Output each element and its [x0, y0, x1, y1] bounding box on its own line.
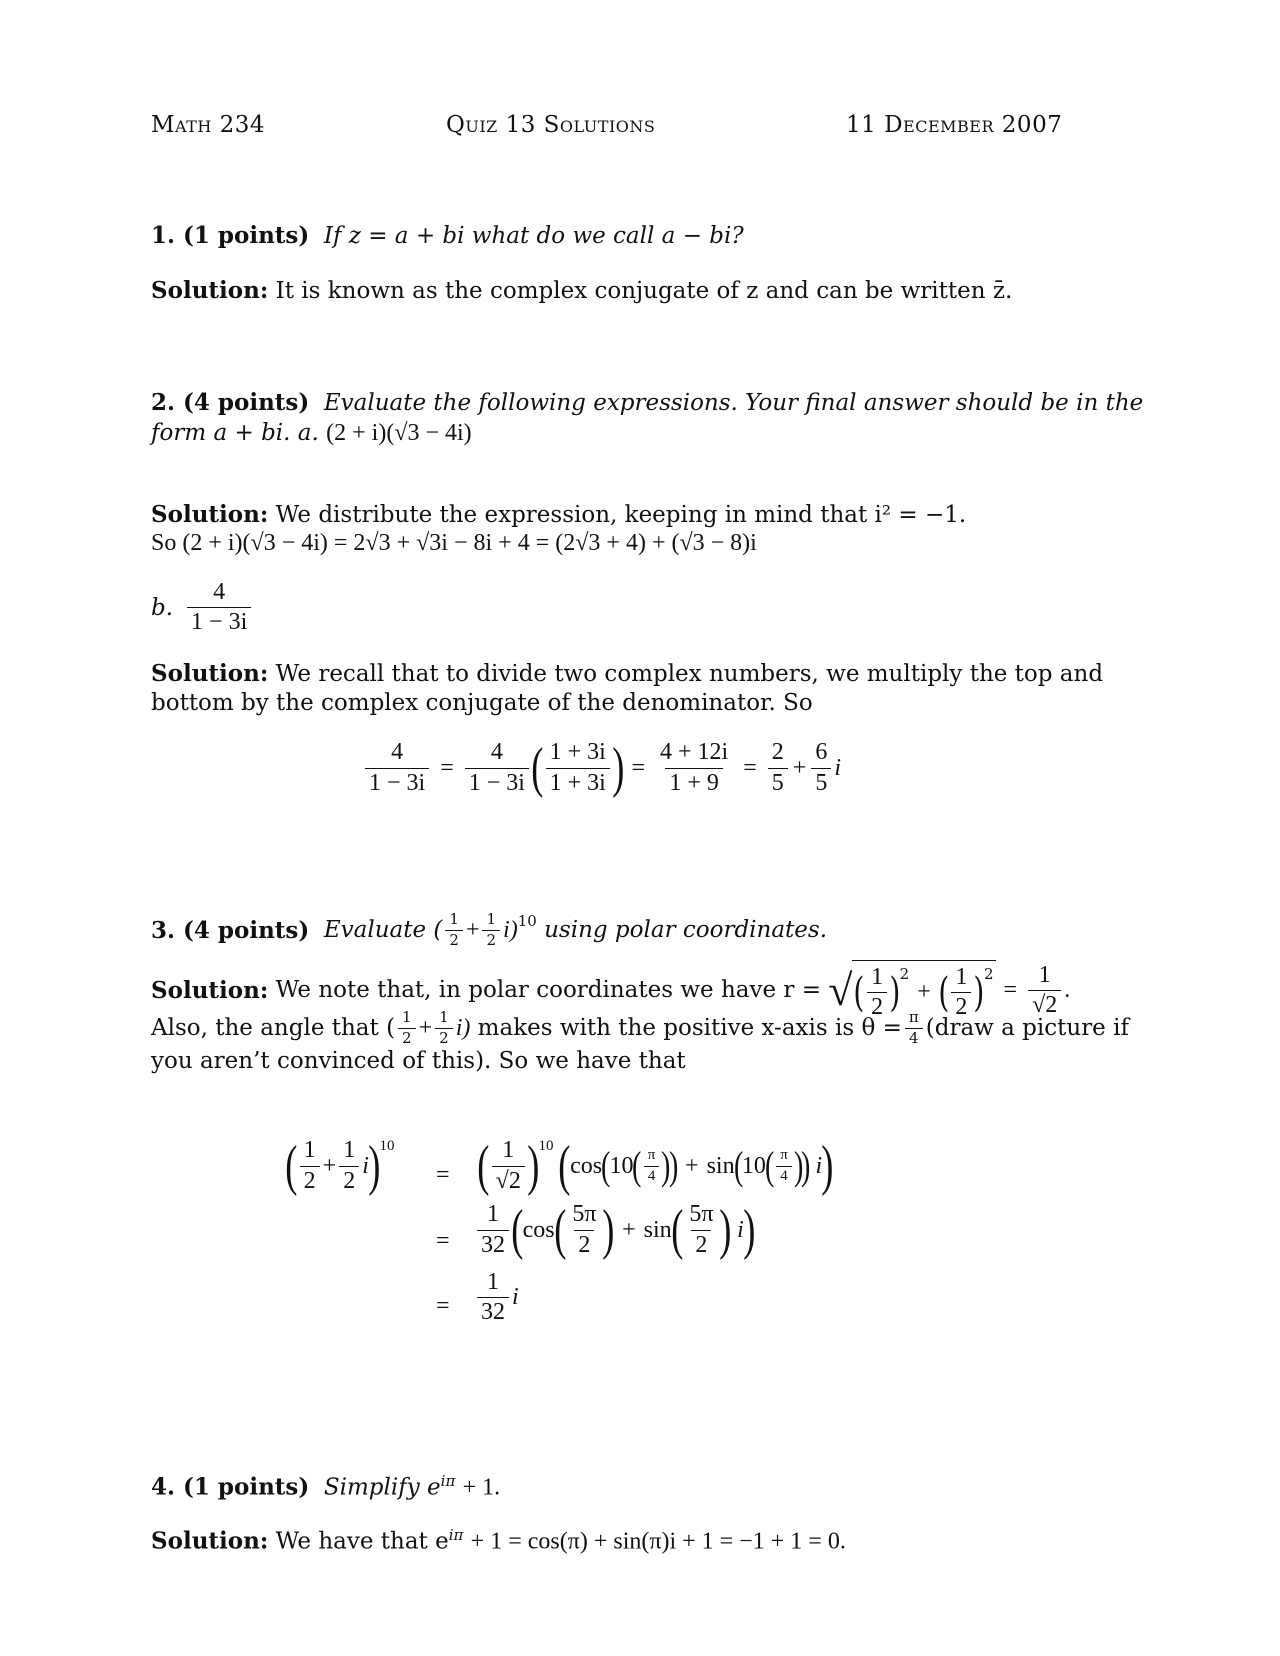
question-3-text-end: using polar coordinates. [544, 917, 828, 944]
row3-den: 32 [477, 1297, 509, 1325]
r-half-1-den: 2 [867, 992, 887, 1020]
row1-ten-2: 10 [741, 1152, 766, 1179]
eq-f3-num: 1 + 3i [549, 739, 606, 766]
row1-pi-over-4-b [776, 1148, 792, 1185]
question-3-label: 3. (4 points) [151, 916, 310, 944]
derivation-equals-2: = [436, 1228, 450, 1254]
solution-2a-text-line1: We distribute the expression, keeping in mind that i² = −1. [275, 502, 967, 528]
radius-expression: ( $\frac{1}{2}$ ) $^2$ + ( $\frac{1}{2}$ ) $^2$ [852, 960, 995, 1020]
question-3-text-start: Evaluate ( [323, 917, 443, 944]
question-2a-expression: (2 + i)(√3 − 4i) [326, 420, 472, 446]
row2-5pi-over-2-a [568, 1202, 600, 1257]
row2-two-b: 2 [691, 1230, 711, 1258]
lhs-half-1-num: 1 [303, 1137, 316, 1164]
eq-f2-den: 1 − 3i [465, 768, 529, 796]
eq-fraction-1 [365, 740, 429, 795]
row1-four-b: 4 [776, 1166, 792, 1185]
document-date: 11 December 2007 [846, 112, 1063, 138]
row2-num: 1 [487, 1201, 499, 1228]
question-2b-fraction [187, 580, 251, 635]
solution-3-label: Solution: [151, 976, 269, 1004]
q3-half-2-num: 1 [486, 910, 497, 928]
derivation-row-2: $\frac{1}{32}$ ( cos ( $\frac{5\pi}{2}$ ) + sin ( $\frac{5\pi}{2}$ ) i ) [474, 1202, 754, 1258]
row3-one-over-32 [477, 1270, 509, 1325]
question-2b [151, 580, 254, 635]
row2-one-over-32 [477, 1202, 509, 1257]
lhs-half-2-den: 2 [339, 1166, 359, 1194]
lhs-half-2-num: 1 [343, 1137, 356, 1164]
question-2-line2 [151, 420, 472, 447]
eq-fraction-3 [546, 740, 610, 795]
question-2 [151, 389, 1143, 416]
eq-f5-num: 2 [771, 739, 784, 766]
angle-half-2-den: 2 [435, 1028, 453, 1047]
solution-2b-line2: bottom by the complex conjugate of the denominator. So [151, 690, 813, 716]
row1-inv-sqrt2 [492, 1138, 525, 1193]
solution-4-text-end: + 1 = cos(π) + sin(π)i + 1 = −1 + 1 = 0. [470, 1528, 846, 1555]
question-2b-denominator: 1 − 3i [187, 607, 251, 635]
eq-fraction-4 [656, 740, 732, 795]
question-2b-numerator: 4 [213, 579, 226, 605]
angle-half-1-num: 1 [402, 1008, 412, 1026]
eq-f6-den: 5 [811, 768, 831, 796]
row2-5pi-b: 5π [689, 1201, 714, 1228]
solution-3-line1: Solution: We note that, in polar coordinates we have r = √ ( $\frac{1}{2}$ ) $^2$ + ( $\frac{1}{2}$ ) $^2$ = $\frac{1}{√2}$ . [151, 961, 1071, 1021]
r-result-num: 1 [1038, 961, 1051, 988]
question-1-label: 1. (1 points) [151, 222, 310, 249]
lhs-half-1-den: 2 [300, 1166, 320, 1194]
row2-5pi-over-2-b [685, 1202, 717, 1257]
angle-half-2-num: 1 [439, 1008, 449, 1026]
row1-four-a: 4 [644, 1166, 660, 1185]
row2-cos: cos [522, 1216, 555, 1243]
row1-pi-over-4-a [644, 1148, 660, 1185]
angle-half-2 [435, 1010, 453, 1047]
derivation-row-1-rhs: ( $\frac{1}{√2}$ ) $^{10}$ ( cos ( 10 ( $\frac{\pi}{4}$ ) ) + sin ( 10 ( $\frac{\pi}{4}$ ) ) i ) [477, 1135, 834, 1197]
eq-tail-i: i [834, 754, 841, 781]
eq-f4-num: 4 + 12i [660, 739, 729, 766]
question-2-text-line1: Evaluate the following expressions. Your final answer should be in the [323, 390, 1144, 416]
theta-den: 4 [905, 1028, 923, 1047]
derivation-equals-3: = [436, 1293, 450, 1319]
row1-exponent: 10 [538, 1138, 554, 1154]
q3-half-2-den: 2 [482, 930, 500, 949]
question-4-label: 4. (1 points) [151, 1473, 310, 1501]
q3-half-1-num: 1 [449, 910, 459, 928]
derivation-row-1-lhs: ( $\frac{1}{2}$ + $\frac{1}{2}$ i ) $^{10}$ [285, 1135, 395, 1197]
eq-f5-den: 5 [768, 768, 788, 796]
eq-f4-den: 1 + 9 [665, 768, 723, 796]
solution-3-text-line2-mid: makes with the positive x-axis is θ = [477, 1015, 902, 1042]
division-equation: $\frac{4}{1 - 3i}$ = $\frac{4}{1 - 3i}$ ( $\frac{1 + 3i}{1 + 3i}$ ) = $\frac{4 + 12i}{1 + 9}$ = $\frac{2}{5}$ + $\frac{6}{5}$ i [362, 740, 841, 796]
question-1 [151, 222, 744, 249]
row1-sin: sin [706, 1152, 735, 1179]
solution-2a-line1 [151, 501, 966, 528]
r-half-2-den: 2 [951, 992, 971, 1020]
row1-ten-1: 10 [609, 1152, 634, 1179]
question-3: 3. (4 points) Evaluate ( $\frac{1}{2}$ + $\frac{1}{2}$ i) $^{10}$ using polar coordinates. [151, 910, 828, 949]
solution-1-text: It is known as the complex conjugate of z and can be written z̄. [275, 278, 1013, 304]
angle-half-1 [398, 1010, 416, 1047]
lhs-half-1 [300, 1138, 320, 1193]
eq-f6-num: 6 [815, 739, 828, 766]
lhs-exponent: 10 [379, 1138, 395, 1154]
row1-inv-num: 1 [502, 1137, 515, 1164]
question-4-exponent: iπ [440, 1472, 456, 1490]
solution-3-text-line1: We note that, in polar coordinates we have r = [275, 977, 821, 1004]
eq-fraction-2 [465, 740, 529, 795]
solution-2b-line1 [151, 660, 1103, 687]
q3-exponent: 10 [517, 912, 537, 930]
eq-f1-den: 1 − 3i [365, 768, 429, 796]
question-1-text: If z = a + bi what do we call a − bi? [323, 223, 744, 249]
q3-half-1 [445, 912, 463, 949]
row1-pi-a: π [647, 1146, 656, 1163]
solution-4-exponent: iπ [448, 1526, 464, 1544]
row1-pi-b: π [780, 1146, 788, 1163]
solution-1-label: Solution: [151, 277, 269, 304]
eq-fraction-5 [768, 740, 788, 795]
course-name: Math 234 [151, 112, 266, 138]
row2-5pi-a: 5π [572, 1201, 597, 1228]
solution-2b-text-line1: We recall that to divide two complex numbers, we multiply the top and [275, 661, 1104, 687]
solution-3-text-line2-start: Also, the angle that ( [151, 1015, 396, 1042]
question-2b-label: b. [151, 594, 174, 621]
eq-f2-num: 4 [490, 739, 503, 766]
r-result-den: √2 [1028, 990, 1061, 1018]
solution-3-line3: you aren’t convinced of this). So we have that [151, 1048, 686, 1074]
solution-4 [151, 1526, 846, 1556]
r-square-2: 2 [983, 965, 994, 983]
solution-3-text-line2-end: (draw a picture if [925, 1015, 1129, 1042]
eq-f3-den: 1 + 3i [546, 768, 610, 796]
row2-two-a: 2 [574, 1230, 594, 1258]
row3-num: 1 [487, 1269, 499, 1295]
theta-num: π [908, 1008, 919, 1026]
q3-half-1-den: 2 [445, 930, 463, 949]
q3-half-2 [482, 912, 500, 949]
solution-3-line2: Also, the angle that ( $\frac{1}{2}$ + $\frac{1}{2}$ i) makes with the positive x-axis is θ = $\frac{\pi}{4}$ (draw a picture if [151, 1008, 1129, 1047]
solution-2a-line2: So (2 + i)(√3 − 4i) = 2√3 + √3i − 8i + 4 = (2√3 + 4) + (√3 − 8)i [151, 530, 757, 556]
question-4 [151, 1472, 500, 1502]
derivation-row-3: $\frac{1}{32}$ i [474, 1270, 519, 1325]
question-4-text-end: + 1. [462, 1474, 501, 1501]
question-4-text: Simplify e [323, 1474, 441, 1501]
lhs-half-2 [339, 1138, 359, 1193]
solution-1 [151, 277, 1012, 304]
document-title: Quiz 13 Solutions [446, 112, 656, 138]
row1-inv-den: √2 [492, 1166, 525, 1194]
angle-half-1-den: 2 [398, 1028, 416, 1047]
question-2-text-line2: form a + bi. a. [151, 420, 319, 446]
derivation-equals-1: = [436, 1162, 450, 1188]
r-half-2-num: 1 [955, 964, 968, 990]
row1-cos: cos [570, 1152, 603, 1179]
solution-2b-label: Solution: [151, 660, 269, 687]
row2-den: 32 [477, 1230, 509, 1258]
r-half-1-num: 1 [871, 964, 884, 990]
theta-value [905, 1010, 923, 1047]
solution-2-label: Solution: [151, 501, 269, 528]
solution-4-text-start: We have that e [275, 1528, 449, 1555]
solution-4-label: Solution: [151, 1527, 269, 1555]
row2-sin: sin [643, 1216, 672, 1243]
r-square-1: 2 [899, 965, 910, 983]
question-2-label: 2. (4 points) [151, 389, 310, 416]
eq-fraction-6 [811, 740, 831, 795]
eq-f1-num: 4 [391, 739, 404, 766]
